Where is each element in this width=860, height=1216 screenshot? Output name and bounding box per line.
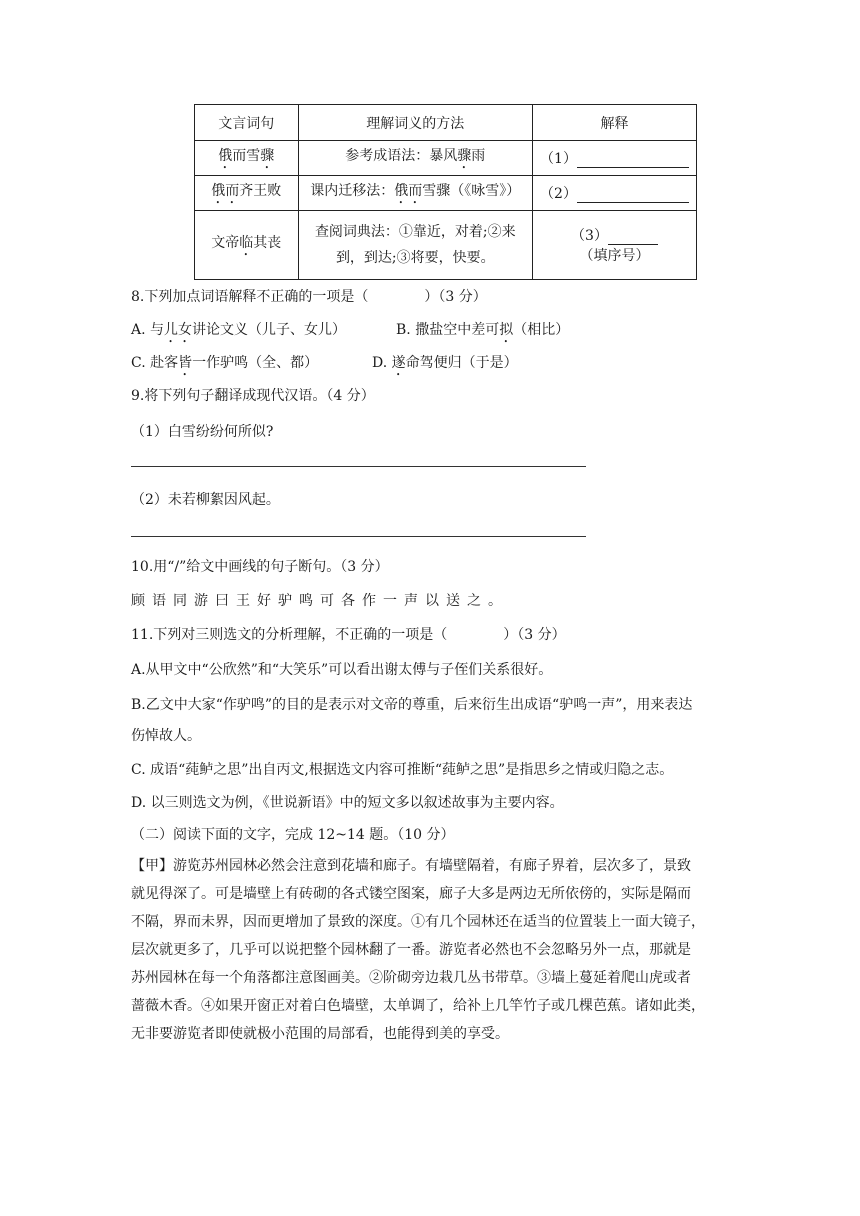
table-header-cell: 文言词句: [195, 105, 299, 141]
passage-line: 就见得深了。可是墙壁上有砖砌的各式镂空图案，廊子大多是两边无所依傍的，实际是隔而: [131, 886, 691, 902]
table-cell-answer[interactable]: （3）（填序号）: [533, 211, 697, 280]
table-header-cell: 理解词义的方法: [298, 105, 532, 141]
passage-line: 无非要游览者即使就极小范围的局部看，也能得到美的享受。: [131, 1026, 509, 1042]
passage-line: 【甲】游览苏州园林必然会注意到花墙和廊子。有墙壁隔着，有廊子界着，层次多了，景致: [131, 858, 691, 874]
question-11-option-c: C. 成语“莼鲈之思”出自丙文,根据选文内容可推断“莼鲈之思”是指思乡之情或归隐之志。: [131, 762, 674, 778]
question-10-stem: 10.用“/”给文中画线的句子断句。（3 分）: [131, 559, 389, 575]
question-11-option-b: B.乙文中大家“作驴鸣”的目的是表示对文帝的尊重，后来衍生出成语“驴鸣一声”，用来表达: [131, 697, 693, 713]
table-cell-method: 课内迁移法：俄而雪骤（《咏雪》）: [298, 176, 532, 211]
question-9-sentence-1: （1）白雪纷纷何所似?: [131, 424, 274, 440]
table-cell-answer[interactable]: （1）: [533, 141, 697, 176]
passage-jia: [131, 852, 731, 1048]
table-row: [195, 211, 697, 280]
vocabulary-table: [194, 104, 697, 280]
question-9-stem: 9.将下列句子翻译成现代汉语。（4 分）: [131, 388, 375, 404]
table-cell-method: 参考成语法：暴风骤雨: [298, 141, 532, 176]
table-header-row: [195, 105, 697, 141]
passage-line: 层次就更多了，几乎可以说把整个园林翻了一番。游览者必然也不会忽略另外一点，那就是: [131, 942, 691, 958]
table-cell-phrase: 俄而雪骤: [195, 141, 299, 176]
table-cell-answer[interactable]: （2）: [533, 176, 697, 211]
table-cell-method: 查阅词典法：①靠近，对着;②来 到，到达;③将要，快要。: [298, 211, 532, 280]
table-row: [195, 141, 697, 176]
table-cell-phrase: 文帝临其丧: [195, 211, 299, 280]
question-8-option-b: B. 撒盐空中差可拟（相比）: [396, 322, 570, 338]
question-11-stem: 11.下列对三则选文的分析理解，不正确的一项是（ ）（3 分）: [131, 627, 566, 643]
answer-line[interactable]: [131, 466, 586, 467]
passage-line: 苏州园林在每一个角落都注意图画美。②阶砌旁边栽几丛书带草。③墙上蔓延着爬山虎或者: [131, 970, 691, 986]
question-8-option-a: A. 与儿女讲论文义（儿子、女儿）: [131, 322, 347, 338]
table-row: [195, 176, 697, 211]
question-11-option-a: A.从甲文中“公欣然”和“大笑乐”可以看出谢太傅与子侄们关系很好。: [131, 662, 553, 678]
question-10-sentence: 顾语同游曰王好驴鸣可各作一声以送之。: [131, 593, 509, 609]
passage-line: 不隔，界而未界，因而更增加了景致的深度。①有几个园林还在适当的位置装上一面大镜子，: [131, 914, 705, 930]
section-2-heading: （二）阅读下面的文字，完成 12~14 题。（10 分）: [131, 827, 455, 843]
question-11-option-b-cont: 伤悼故人。: [131, 728, 201, 744]
question-8-stem: 8.下列加点词语解释不正确的一项是（ ）（3 分）: [131, 289, 487, 305]
question-8-option-d: D. 遂命驾便归（于是）: [372, 355, 518, 371]
answer-line[interactable]: [131, 536, 586, 537]
question-9-sentence-2: （2）未若柳絮因风起。: [131, 492, 280, 508]
question-11-option-d: D. 以三则选文为例，《世说新语》中的短文多以叙述故事为主要内容。: [131, 795, 564, 811]
passage-line: 蔷薇木香。④如果开窗正对着白色墙壁，太单调了，给补上几竿竹子或几棵芭蕉。诸如此类，: [131, 998, 705, 1014]
table-cell-phrase: 俄而齐王败: [195, 176, 299, 211]
table-header-cell: 解释: [533, 105, 697, 141]
question-8-option-c: C. 赴客皆一作驴鸣（全、都）: [131, 355, 319, 371]
